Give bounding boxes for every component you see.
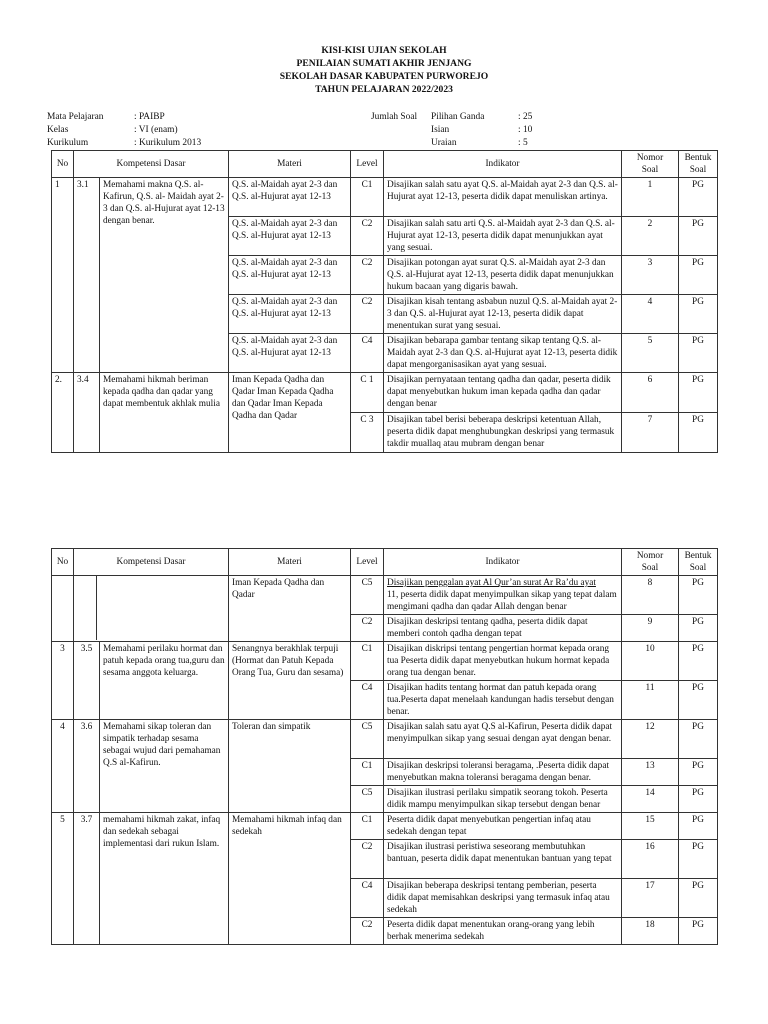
col-nomor-soal: Nomor Soal [622,549,679,576]
col-kompetensi-dasar: Kompetensi Dasar [74,151,229,178]
bentuk-cell: PG [679,178,718,217]
bentuk-cell: PG [679,813,718,840]
indikator-cell: Disajikan salah satu arti Q.S. al-Maidah ayat 2-3 dan Q.S. al-Hujurat ayat 12-13, peserta didik dapat menunjukkan ayat yang sesuai. [384,217,622,256]
level-cell: C 1 [351,373,384,413]
bentuk-cell: PG [679,217,718,256]
nomor-cell: 6 [622,373,679,413]
kurikulum-value: : Kurikulum 2013 [134,138,202,148]
level-cell: C4 [351,334,384,373]
indikator-lined-text: Disajikan penggalan ayat Al Qur’an surat Ar Ra’du ayat [387,578,596,588]
nomor-cell: 7 [622,413,679,453]
nomor-cell: 17 [622,879,679,918]
bentuk-cell: PG [679,840,718,879]
bentuk-cell: PG [679,879,718,918]
col-kompetensi-dasar: Kompetensi Dasar [74,549,229,576]
table-row [52,813,718,840]
kd-code: 3.7 [74,813,100,945]
table-row [52,178,718,217]
kd-code: 3.4 [74,373,100,453]
indikator-cell: Disajikan pernyataan tentang qadha dan qadar, peserta didik dapat menyebutkan hukum iman kepada qadha dan qadar dengan benar [384,373,622,413]
isian-label: Isian [431,125,450,135]
bentuk-cell: PG [679,295,718,334]
indikator-cell: Disajikan diskripsi tentang pengertian hormat kepada orang tua Peserta didik dapat menyebutkan hukum hormat kepada orang tua dengan benar. [384,642,622,681]
nomor-cell: 14 [622,786,679,813]
kd-empty [74,576,229,642]
kd-text: memahami hikmah zakat, infaq dan sedekah sebagai implementasi dari rukun Islam. [100,813,229,945]
nomor-cell: 16 [622,840,679,879]
level-cell: C2 [351,615,384,642]
indikator-cell: Disajikan ilustrasi perilaku simpatik seorang tokoh. Peserta didik mampu menyimpulkan sikap tersebut dengan benar [384,786,622,813]
kd-code: 3.5 [74,642,100,720]
indikator-cell: Peserta didik dapat menentukan orang-orang yang lebih berhak menerima sedekah [384,918,622,945]
pg-label: Pilihan Ganda [431,112,485,122]
materi-cell: Memahami hikmah infaq dan sedekah [229,813,351,945]
bentuk-cell: PG [679,615,718,642]
doc-subtitle-1: PENILAIAN SUMATI AKHIR JENJANG [296,58,472,69]
kd-text: Memahami sikap toleran dan simpatik terhadap sesama sebagai wujud dari pemahaman Q.S al-Kafirun. [100,720,229,813]
col-level: Level [351,549,384,576]
col-level: Level [351,151,384,178]
materi-cell: Q.S. al-Maidah ayat 2-3 dan Q.S. al-Hujurat ayat 12-13 [229,178,351,217]
bentuk-cell: PG [679,759,718,786]
kd-code: 3.1 [74,178,100,373]
col-bentuk-soal: Bentuk Soal [679,151,718,178]
materi-cell: Q.S. al-Maidah ayat 2-3 dan Q.S. al-Hujurat ayat 12-13 [229,334,351,373]
col-indikator: Indikator [384,151,622,178]
indikator-cell: Disajikan deskripsi toleransi beragama, .Peserta didik dapat menyebutkan makna toleransi beragama dengan benar. [384,759,622,786]
level-cell: C1 [351,178,384,217]
kd-code: 3.6 [74,720,100,813]
materi-cell: Q.S. al-Maidah ayat 2-3 dan Q.S. al-Hujurat ayat 12-13 [229,217,351,256]
indikator-cell: Disajikan beberapa deskripsi tentang pemberian, peserta didik dapat memisahkan deskripsi yang termasuk infaq atau sedekah [384,879,622,918]
materi-cell: Iman Kepada Qadha dan Qadar [229,576,351,642]
doc-title: KISI-KISI UJIAN SEKOLAH [321,45,447,56]
bentuk-cell: PG [679,256,718,295]
table-row [52,576,718,615]
materi-cell: Q.S. al-Maidah ayat 2-3 dan Q.S. al-Hujurat ayat 12-13 [229,295,351,334]
indikator-cell: Disajikan penggalan ayat Al Qur’an surat Ar Ra’du ayat 11, peserta didik dapat menyimpulkan sikap yang tepat dalam mengimani qadha dan qadar Allah dengan benar [384,576,622,615]
nomor-cell: 11 [622,681,679,720]
nomor-cell: 10 [622,642,679,681]
jumlah-soal-label: Jumlah Soal [371,112,418,122]
indikator-cell: Disajikan salah satu ayat Q.S. al-Maidah ayat 2-3 dan Q.S. al-Hujurat ayat 12-13, peserta didik dapat menuliskan artinya. [384,178,622,217]
row-no-empty [52,576,74,642]
mapel-label: Mata Pelajaran [47,112,104,122]
table-header-row [52,151,718,178]
level-cell: C2 [351,918,384,945]
nomor-cell: 12 [622,720,679,759]
level-cell: C4 [351,681,384,720]
table-header-row [52,549,718,576]
level-cell: C2 [351,295,384,334]
col-indikator: Indikator [384,549,622,576]
bentuk-cell: PG [679,642,718,681]
col-no: No [52,549,74,576]
isian-value: : 10 [518,125,533,135]
nomor-cell: 9 [622,615,679,642]
level-cell: C2 [351,256,384,295]
level-cell: C1 [351,642,384,681]
nomor-cell: 8 [622,576,679,615]
kd-text: Memahami hikmah beriman kepada qadha dan qadar yang dapat membentuk akhlak mulia [100,373,229,453]
row-no: 2. [52,373,74,453]
kisi-table-page-2 [51,548,718,945]
nomor-cell: 15 [622,813,679,840]
materi-cell: Iman Kepada Qadha dan Qadar Iman Kepada Qadha dan Qadar Iman Kepada Qadha dan Qadar [229,373,351,453]
indikator-cell: Disajikan hadits tentang hormat dan patuh kepada orang tua.Peserta dapat menelaah kandungan hadis tersebut dengan benar. [384,681,622,720]
table-row [52,373,718,413]
kurikulum-label: Kurikulum [47,138,89,148]
level-cell: C1 [351,759,384,786]
bentuk-cell: PG [679,334,718,373]
level-cell: C1 [351,813,384,840]
indikator-cell: Peserta didik dapat menyebutkan pengertian infaq atau sedekah dengan tepat [384,813,622,840]
nomor-cell: 5 [622,334,679,373]
indikator-cell: Disajikan ilustrasi peristiwa seseorang membutuhkan bantuan, peserta didik dapat menentukan bantuan yang tepat [384,840,622,879]
pg-value: : 25 [518,112,533,122]
nomor-cell: 13 [622,759,679,786]
bentuk-cell: PG [679,786,718,813]
row-no: 4 [52,720,74,813]
bentuk-cell: PG [679,918,718,945]
kelas-value: : VI (enam) [134,125,178,135]
col-materi: Materi [229,151,351,178]
table-row [52,720,718,759]
col-nomor-soal: Nomor Soal [622,151,679,178]
doc-subtitle-2: SEKOLAH DASAR KABUPATEN PURWOREJO [279,71,489,82]
uraian-label: Uraian [431,138,457,148]
level-cell: C5 [351,786,384,813]
col-bentuk-soal: Bentuk Soal [679,549,718,576]
nomor-cell: 1 [622,178,679,217]
mapel-value: : PAIBP [134,112,165,122]
level-cell: C2 [351,840,384,879]
indikator-cell: Disajikan deskripsi tentang qadha, peserta didik dapat memberi contoh qadha dengan tepat [384,615,622,642]
materi-cell: Q.S. al-Maidah ayat 2-3 dan Q.S. al-Hujurat ayat 12-13 [229,256,351,295]
level-cell: C2 [351,217,384,256]
col-no: No [52,151,74,178]
materi-cell: Toleran dan simpatik [229,720,351,813]
uraian-value: : 5 [518,138,528,148]
col-materi: Materi [229,549,351,576]
level-cell: C5 [351,720,384,759]
indikator-cell: Disajikan salah satu ayat Q.S al-Kafirun, Peserta didik dapat menyimpulkan sikap yang sesuai dengan ayat dengan benar. [384,720,622,759]
nomor-cell: 4 [622,295,679,334]
bentuk-cell: PG [679,720,718,759]
doc-subtitle-3: TAHUN PELAJARAN 2022/2023 [315,84,453,95]
kd-text: Memahami perilaku hormat dan patuh kepada orang tua,guru dan sesama anggota keluarga. [100,642,229,720]
indikator-cell: Disajikan kisah tentang asbabun nuzul Q.S. al-Maidah ayat 2-3 dan Q.S. al-Hujurat ayat 12-13, peserta didik dapat menentukan surat yang sesuai. [384,295,622,334]
bentuk-cell: PG [679,373,718,413]
level-cell: C4 [351,879,384,918]
materi-cell: Senangnya berakhlak terpuji (Hormat dan Patuh Kepada Orang Tua, Guru dan sesama) [229,642,351,720]
indikator-cell: Disajikan potongan ayat surat Q.S. al-Maidah ayat 2-3 dan Q.S. al-Hujurat ayat 12-13, peserta didik dapat menunjukkan hukum bacaan yang digaris bawah. [384,256,622,295]
indikator-cell: Disajikan bebarapa gambar tentang sikap tentang Q.S. al-Maidah ayat 2-3 dan Q.S. al-Hujurat ayat 12-13, peserta didik dapat mengorganisasikan ayat yang sesuai. [384,334,622,373]
table-row [52,642,718,681]
bentuk-cell: PG [679,576,718,615]
nomor-cell: 18 [622,918,679,945]
nomor-cell: 2 [622,217,679,256]
nomor-cell: 3 [622,256,679,295]
level-cell: C 3 [351,413,384,453]
row-no: 5 [52,813,74,945]
kisi-table-page-1 [51,150,718,453]
indikator-cell: Disajikan tabel berisi beberapa deskripsi ketentuan Allah, peserta didik dapat menghubungkan deskripsi yang termasuk takdir muallaq atau mubram dengan benar [384,413,622,453]
kd-text: Memahami makna Q.S. al-Kafirun, Q.S. al- Maidah ayat 2-3 dan Q.S. al-Hujurat ayat 12-13 dengan benar. [100,178,229,373]
kelas-label: Kelas [47,125,69,135]
bentuk-cell: PG [679,413,718,453]
row-no: 3 [52,642,74,720]
level-cell: C5 [351,576,384,615]
row-no: 1 [52,178,74,373]
bentuk-cell: PG [679,681,718,720]
